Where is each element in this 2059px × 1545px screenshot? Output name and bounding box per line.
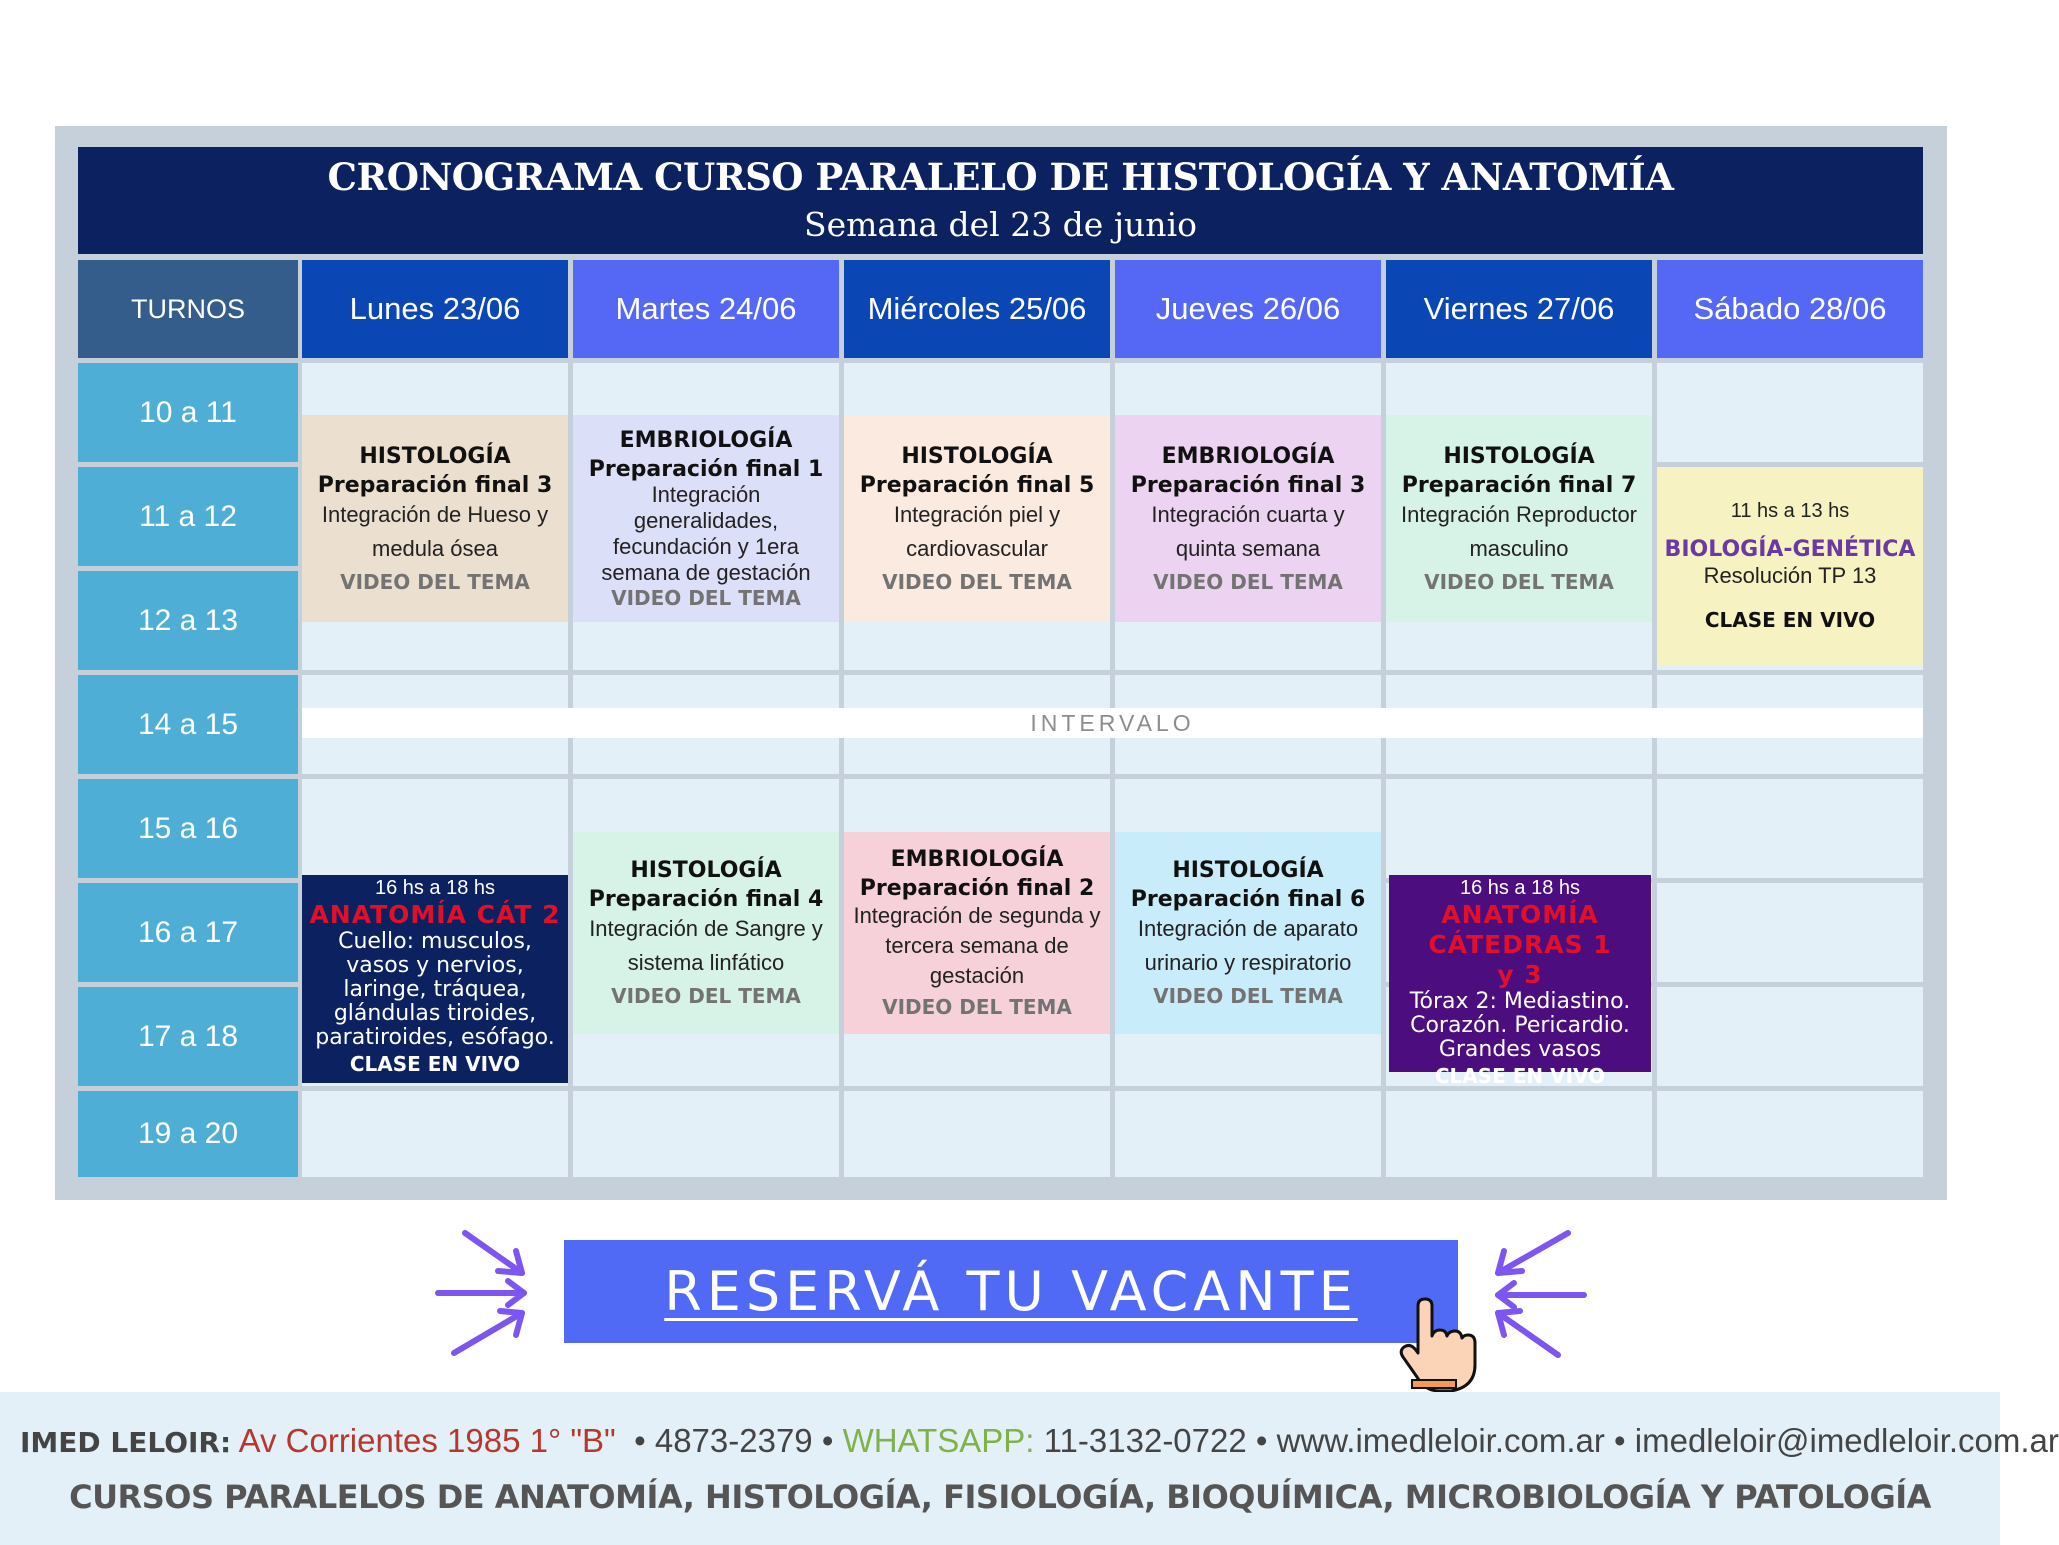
arrows-left-icon	[420, 1225, 540, 1365]
turnos-header: TURNOS	[78, 260, 298, 358]
class-desc: Tórax 2: Mediastino. Corazón. Pericardio. Grandes vasos	[1409, 989, 1631, 1062]
footer	[0, 1392, 2059, 1545]
footer-address: Av Corrientes 1985 1° "B"	[238, 1422, 616, 1459]
class-desc: Integración Reproductor masculino	[1400, 501, 1638, 561]
class-block-lunes-afternoon	[302, 875, 568, 1083]
slot-15-16: 15 a 16	[78, 779, 298, 878]
video-link[interactable]: VIDEO DEL TEMA	[611, 984, 801, 1008]
video-link[interactable]: VIDEO DEL TEMA	[882, 569, 1072, 594]
day-header-sabado: Sábado 28/06	[1657, 260, 1923, 358]
class-subject: HISTOLOGÍA	[630, 858, 782, 883]
grid-cell	[573, 1091, 839, 1177]
class-block-miercoles-morning	[844, 415, 1110, 622]
class-subject: BIOLOGÍA-GENÉTICA	[1664, 537, 1916, 562]
day-header-miercoles: Miércoles 25/06	[844, 260, 1110, 358]
slot-16-17: 16 a 17	[78, 883, 298, 982]
class-desc: Integración cuarta y quinta semana	[1151, 501, 1345, 561]
slot-10-11: 10 a 11	[78, 363, 298, 462]
class-desc: Cuello: musculos, vasos y nervios, laringe, tráquea, glándulas tiroides, paratiroides, esófago.	[315, 929, 555, 1050]
slot-12-13: 12 a 13	[78, 571, 298, 670]
footer-website-link[interactable]: www.imedleloir.com.ar	[1276, 1422, 1605, 1459]
class-block-sabado-morning	[1657, 467, 1923, 665]
live-badge: CLASE EN VIVO	[1434, 1064, 1606, 1088]
class-hours: 11 hs a 13 hs	[1730, 500, 1850, 522]
class-block-martes-morning	[573, 415, 839, 622]
reserve-button[interactable]: RESERVÁ TU VACANTE	[564, 1240, 1458, 1343]
class-hours: 16 hs a 18 hs	[1459, 877, 1581, 899]
class-desc: Integración de Hueso y medula ósea	[321, 501, 549, 561]
class-subject: ANATOMÍA CÁT 2	[309, 900, 561, 929]
video-link[interactable]: VIDEO DEL TEMA	[1153, 984, 1343, 1008]
grid-cell	[1657, 987, 1923, 1086]
footer-phone[interactable]: 4873-2379	[654, 1422, 813, 1459]
class-prep: Preparación final 1	[588, 456, 824, 482]
video-link[interactable]: VIDEO DEL TEMA	[1424, 569, 1614, 594]
class-subject: HISTOLOGÍA	[1443, 443, 1595, 469]
slot-19-20: 19 a 20	[78, 1091, 298, 1177]
class-desc: Integración de segunda y tercera semana de gestación	[853, 903, 1101, 988]
live-badge: CLASE EN VIVO	[1704, 608, 1876, 632]
grid-cell	[1657, 1091, 1923, 1177]
intervalo-band: INTERVALO	[302, 708, 1923, 738]
class-hours: 16 hs a 18 hs	[374, 877, 496, 899]
video-link[interactable]: VIDEO DEL TEMA	[1153, 569, 1343, 594]
schedule-subtitle: Semana del 23 de junio	[803, 205, 1197, 244]
slot-14-15: 14 a 15	[78, 675, 298, 774]
footer-whatsapp[interactable]: 11-3132-0722	[1043, 1422, 1247, 1459]
grid-cell	[302, 1091, 568, 1177]
grid-cell	[302, 779, 568, 878]
class-block-jueves-afternoon	[1115, 832, 1381, 1034]
day-header-lunes: Lunes 23/06	[302, 260, 568, 358]
class-desc: Integración piel y cardiovascular	[893, 501, 1061, 561]
class-block-jueves-morning	[1115, 415, 1381, 622]
grid-cell	[1115, 1091, 1381, 1177]
class-block-lunes-morning	[302, 415, 568, 622]
class-prep: Preparación final 3	[1130, 472, 1366, 498]
arrows-right-icon	[1480, 1225, 1600, 1365]
video-link[interactable]: VIDEO DEL TEMA	[882, 995, 1072, 1019]
class-subject: HISTOLOGÍA	[901, 443, 1053, 469]
class-desc: Integración de Sangre y sistema linfático	[589, 916, 823, 975]
schedule-title: CRONOGRAMA CURSO PARALELO DE HISTOLOGÍA Y ANATOMÍA	[327, 155, 1674, 199]
class-prep: Preparación final 3	[317, 472, 553, 498]
grid-cell	[1657, 363, 1923, 462]
class-prep: Preparación final 7	[1401, 472, 1637, 498]
class-prep: Preparación final 5	[859, 472, 1095, 498]
class-block-martes-afternoon	[573, 832, 839, 1034]
grid-cell	[1657, 779, 1923, 878]
class-subject: ANATOMÍA CÁTEDRAS 1 y 3	[1428, 900, 1612, 989]
grid-cell	[1386, 1091, 1652, 1177]
class-desc: Integración generalidades, fecundación y 1era semana de gestación	[601, 481, 811, 585]
video-link[interactable]: VIDEO DEL TEMA	[611, 585, 801, 610]
grid-cell	[844, 1091, 1110, 1177]
class-prep: Preparación final 2	[859, 876, 1095, 901]
class-block-viernes-morning	[1386, 415, 1652, 622]
day-header-jueves: Jueves 26/06	[1115, 260, 1381, 358]
slot-11-12: 11 a 12	[78, 467, 298, 566]
class-subject: HISTOLOGÍA	[1172, 858, 1324, 883]
class-prep: Preparación final 4	[588, 887, 824, 912]
class-block-miercoles-afternoon	[844, 832, 1110, 1034]
slot-17-18: 17 a 18	[78, 987, 298, 1086]
hand-pointer-icon	[1392, 1298, 1476, 1390]
day-header-martes: Martes 24/06	[573, 260, 839, 358]
class-desc: Resolución TP 13	[1703, 563, 1877, 588]
footer-email-link[interactable]: imedleloir@imedleloir.com.ar	[1634, 1422, 2059, 1459]
class-subject: EMBRIOLOGÍA	[619, 427, 793, 453]
video-link[interactable]: VIDEO DEL TEMA	[340, 569, 530, 594]
footer-whatsapp-label: WHATSAPP:	[842, 1422, 1035, 1459]
schedule-header	[78, 147, 1923, 254]
footer-contact-line: IMED LELOIR: Av Corrientes 1985 1° "B" • 4873-2379 • WHATSAPP: 11-3132-0722 • www.imedleloir.com.ar • imedleloir@imedleloir.com.ar	[20, 1422, 2059, 1459]
live-badge: CLASE EN VIVO	[349, 1052, 521, 1076]
class-subject: EMBRIOLOGÍA	[1161, 443, 1335, 469]
grid-cell	[1386, 779, 1652, 878]
class-subject: HISTOLOGÍA	[359, 443, 511, 469]
grid-cell	[1657, 883, 1923, 982]
class-block-viernes-afternoon	[1389, 875, 1651, 1088]
class-desc: Integración de aparato urinario y respiratorio	[1137, 916, 1359, 975]
day-header-viernes: Viernes 27/06	[1386, 260, 1652, 358]
class-prep: Preparación final 6	[1130, 887, 1366, 912]
footer-brand: IMED LELOIR:	[20, 1426, 232, 1459]
class-subject: EMBRIOLOGÍA	[890, 847, 1064, 872]
footer-courses: CURSOS PARALELOS DE ANATOMÍA, HISTOLOGÍA, FISIOLOGÍA, BIOQUÍMICA, MICROBIOLOGÍA Y PATOLOGÍA	[69, 1478, 1931, 1516]
